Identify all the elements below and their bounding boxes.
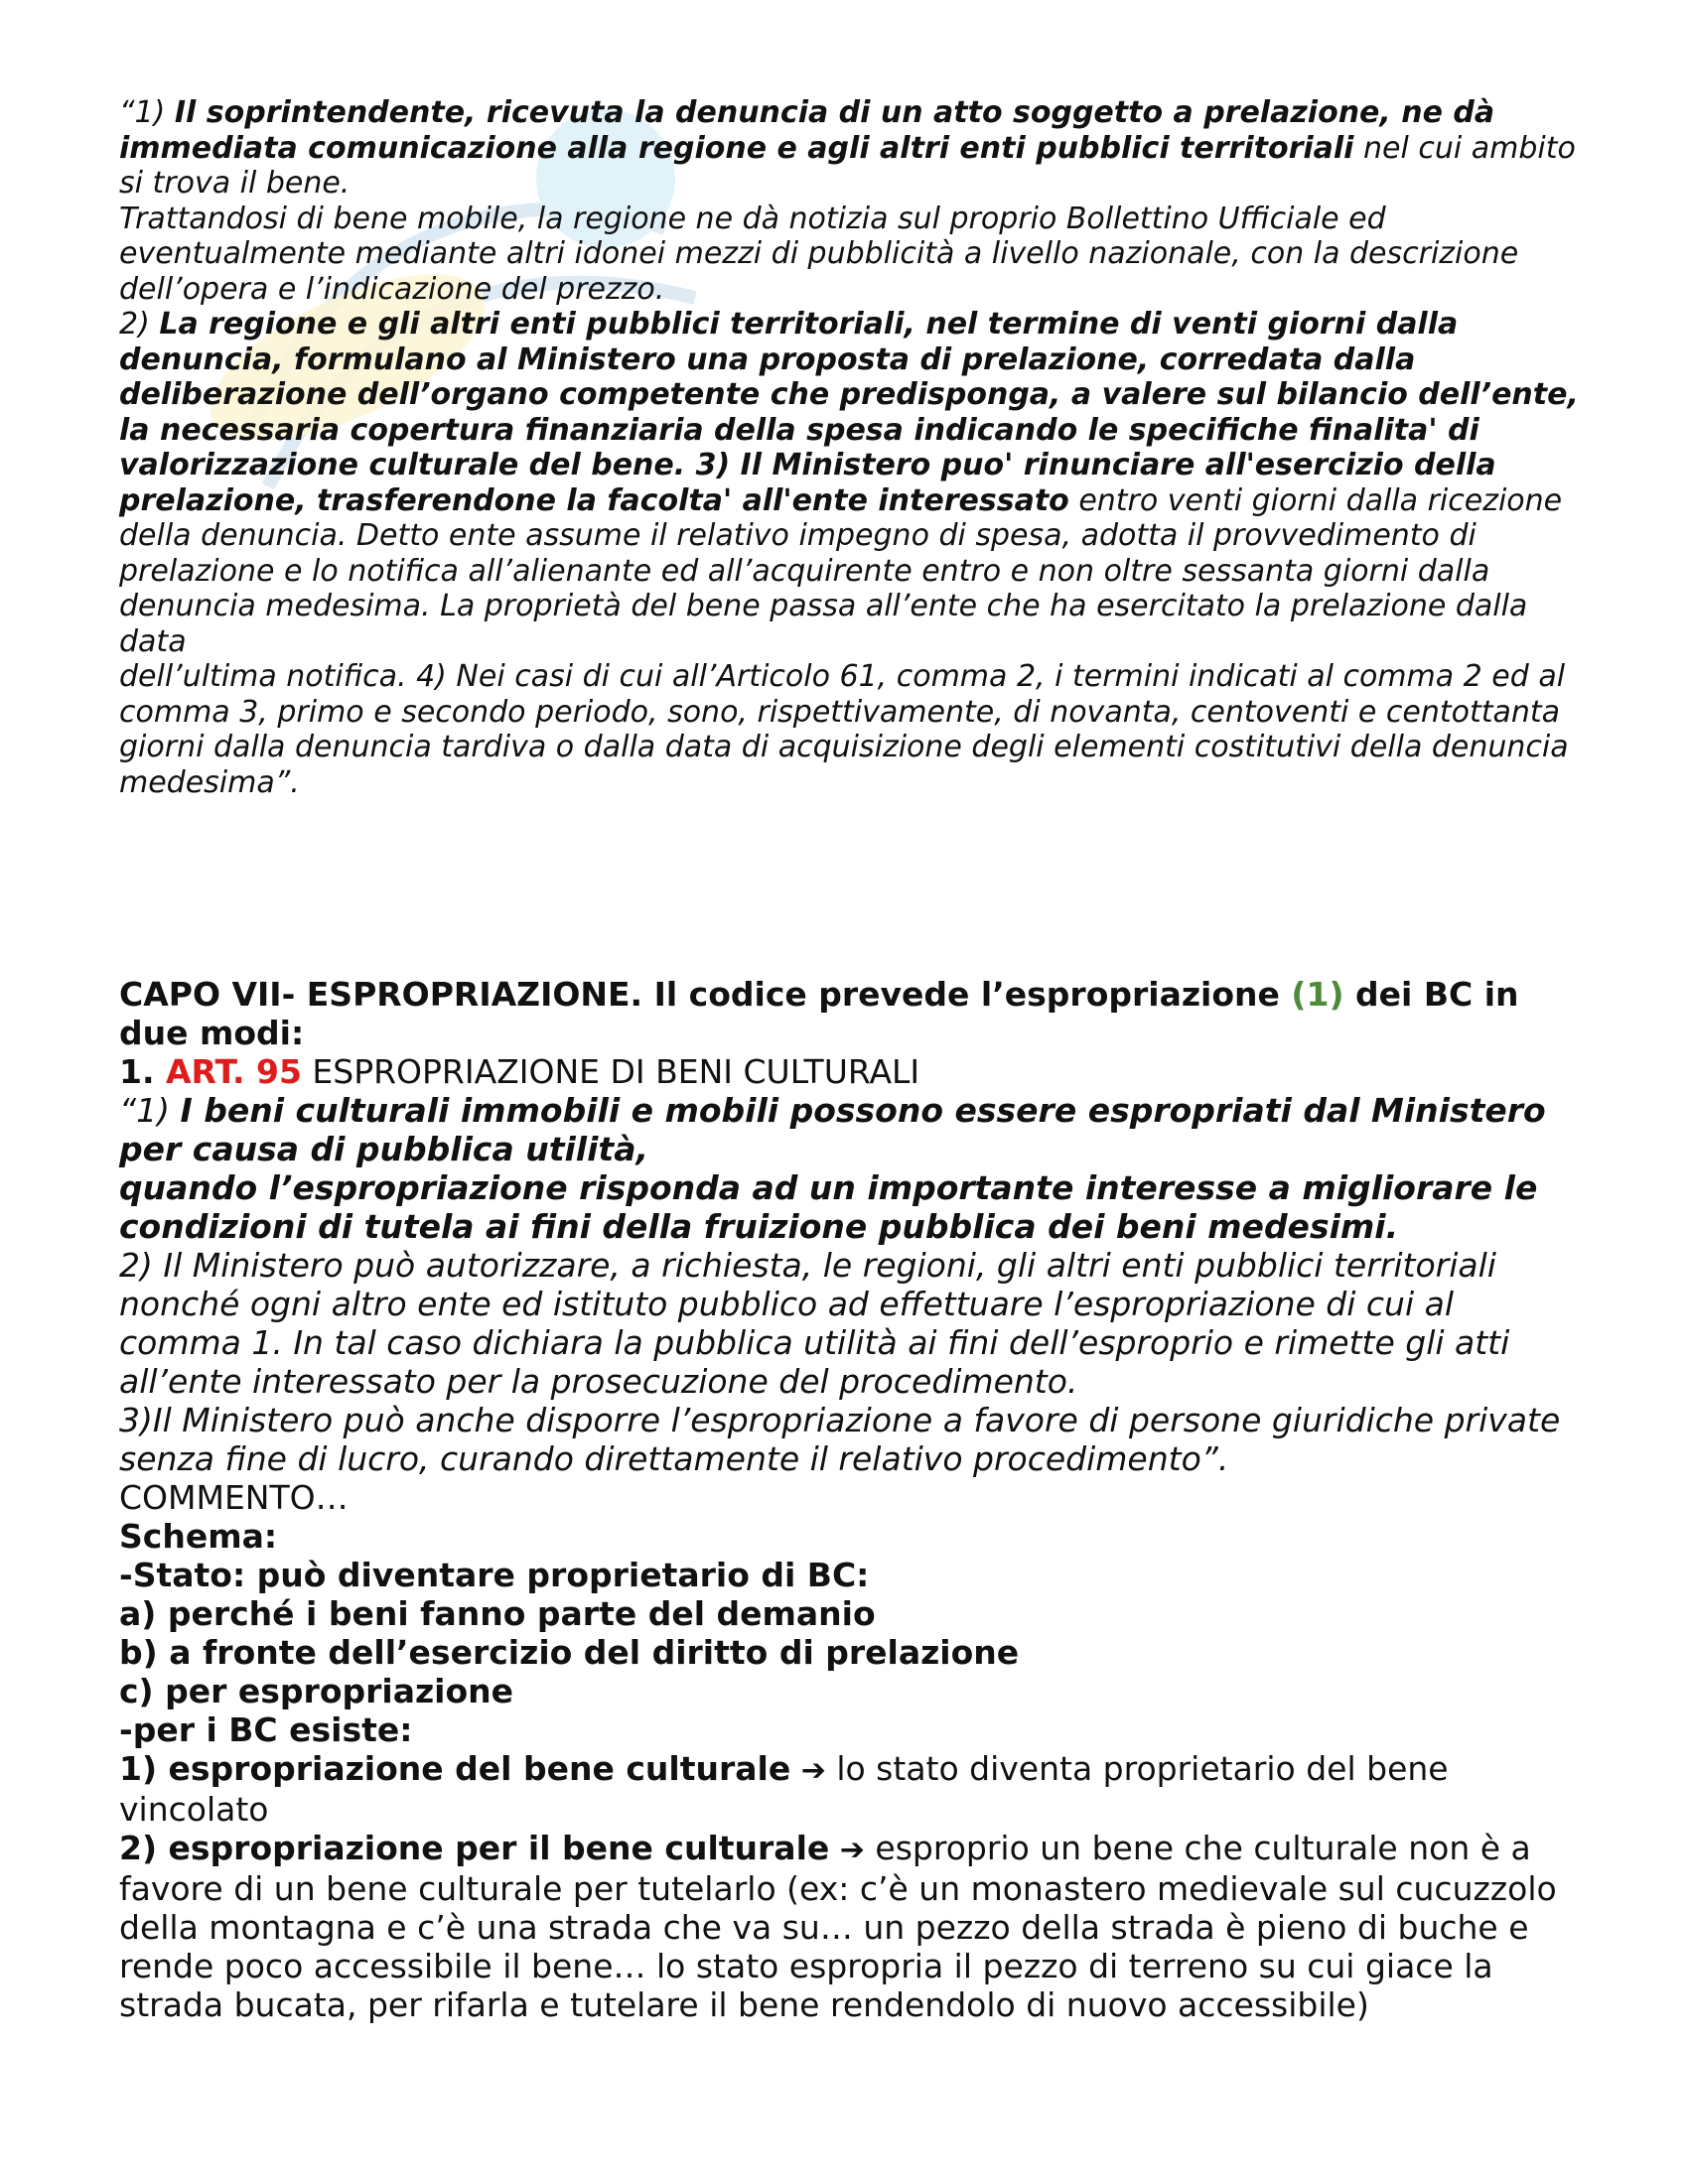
heading-text: dei BC in due modi: (119, 975, 1519, 1052)
paragraph-1b: Trattandosi di bene mobile, la regione ne dà notizia sul proprio Bollettino Ufficiale ed eventualmente mediante altri idonei mezzi di pubblicità a livello nazionale, con la descrizione dell’opera e l’indicazione del prezzo. (119, 201, 1519, 307)
esproprio-item-2 (119, 1829, 1579, 2024)
stato-item-a: a) perché i beni fanno parte del demanio (119, 1594, 876, 1633)
number: 2) (119, 307, 160, 341)
paragraph-2b: dell’ultima notifica. 4) Nei casi di cui all’Articolo 61, comma 2, i termini indicati al comma 2 ed al comma 3, primo e secondo periodo, sono, rispettivamente, di novanta, centoventi e centottanta giorni dalla denuncia tardiva o dalla data di acquisizione degli elementi costitutivi della denuncia medesima”. (119, 659, 1569, 800)
stato-item-b: b) a fronte dell’esercizio del diritto di prelazione (119, 1633, 1020, 1672)
quote-open: “1) (119, 95, 175, 130)
paragraph-1 (119, 95, 1579, 202)
esproprio-item-1 (119, 1749, 1579, 1829)
text: nel cui ambito si trova il bene. (119, 130, 1576, 201)
text: lo stato diventa proprietario del bene vincolato (119, 1749, 1449, 1829)
article-62-quote (119, 95, 1579, 800)
comma-2: 2) Il Ministero può autorizzare, a richiesta, le regioni, gli altri enti pubblici territoriali nonché ogni altro ente ed istituto pubblico ad effettuare l’espropriazione di cui al comma 1. In tal caso dichiara la pubblica utilità ai fini dell’esproprio e rimette gli atti all’ente interessato per la prosecuzione del procedimento. (119, 1246, 1510, 1401)
quote-open: “1) (119, 1091, 181, 1130)
bold-text: 2) espropriazione per il bene culturale (119, 1829, 830, 1867)
schema-title: Schema: (119, 1517, 278, 1556)
bc-line: -per i BC esiste: (119, 1710, 413, 1749)
commento: COMMENTO… (119, 1478, 349, 1517)
document-page (119, 95, 1579, 2024)
stato-item-c: c) per espropriazione (119, 1672, 514, 1710)
comma-3: 3)Il Ministero può anche disporre l’espropriazione a favore di persone giuridiche private senza fine di lucro, curando direttamente il relativo procedimento”. (119, 1401, 1561, 1478)
arrow-right-icon: ➔ (800, 1753, 826, 1788)
heading-text: CAPO VII- ESPROPRIAZIONE. Il codice prevede l’espropriazione (119, 975, 1292, 1014)
article-95-title (119, 1052, 1579, 1091)
item-number: 1. (119, 1052, 166, 1091)
bold-text: Il soprintendente, ricevuta la denuncia di un atto soggetto a prelazione, ne dà immediata comunicazione alla regione e agli altri enti pubblici territoriali (119, 95, 1495, 166)
arrow-right-icon: ➔ (839, 1833, 865, 1867)
bold-text: La regione e gli altri enti pubblici territoriali, nel termine di venti giorni dalla denuncia, formulano al Ministero una proposta di prelazione, corredata dalla deliberazione dell’organo competente che predisponga, a valere sul bilancio dell’ente, la necessaria copertura finanziaria della spesa indicando le specifiche finalita' di valorizzazione culturale del bene. 3) Il Ministero puo' rinunciare all'esercizio della prelazione, trasferendone la facolta' all'ente interessato (119, 307, 1579, 518)
article-label: ART. 95 (166, 1052, 302, 1091)
stato-line: -Stato: può diventare proprietario di BC: (119, 1556, 870, 1594)
spacer (119, 800, 1579, 975)
text: entro venti giorni dalla ricezione della denuncia. Detto ente assume il relativo impegno di spesa, adotta il provvedimento di prelazione e lo notifica all’alienante ed all’acquirente entro e non oltre sessanta giorni dalla denuncia medesima. La proprietà del bene passa all’ente che ha esercitato la prelazione dalla data (119, 482, 1563, 659)
article-title: ESPROPRIAZIONE DI BENI CULTURALI (301, 1052, 920, 1091)
bold-text: I beni culturali immobili e mobili possono essere espropriati dal Ministero per causa di pubblica utilità, (119, 1091, 1546, 1168)
footnote-ref: (1) (1291, 975, 1344, 1014)
comma-1 (119, 1091, 1579, 1246)
text: esproprio un bene che culturale non è a favore di un bene culturale per tutelarlo (ex: c’è un monastero medievale sul cucuzzolo della montagna e c’è una strada che va su… un pezzo della strada è pieno di buche e rende poco accessibile il bene… lo stato espropria il pezzo di terreno su cui giace la strada bucata, per rifarla e tutelare il bene rendendolo di nuovo accessibile) (119, 1829, 1557, 2024)
bold-text: 1) espropriazione del bene culturale (119, 1749, 791, 1788)
bold-text: quando l’espropriazione risponda ad un importante interesse a migliorare le condizioni di tutela ai fini della fruizione pubblica dei beni medesimi. (119, 1168, 1538, 1246)
section-heading (119, 975, 1579, 1052)
capo-vii-section (119, 975, 1579, 2024)
paragraph-2 (119, 307, 1579, 659)
